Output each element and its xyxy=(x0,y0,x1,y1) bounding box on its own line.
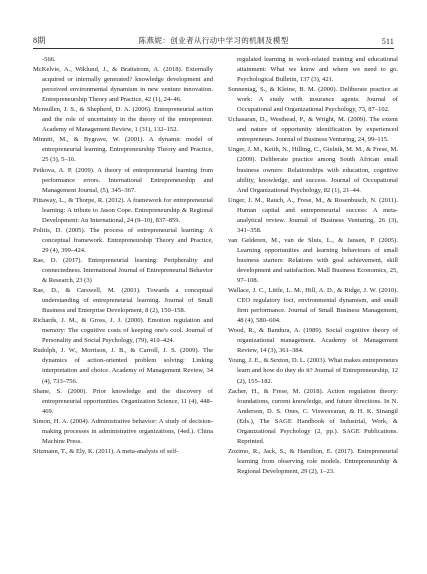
reference-column-right xyxy=(228,55,398,477)
reference-entry: Wood, R., & Bandura, A. (1989). Social cognitive theory of organizational management. Academy of Management Review, 14 (3), 361–384. xyxy=(228,327,398,355)
reference-entry: Shane, S. (2000). Prior knowledge and the discovery of entrepreneurial opportunities. Organization Science, 11 (4), 448–469. xyxy=(33,387,213,415)
reference-entry: Rudolph, J. W., Morrison, J. B., & Carroll, J. S. (2009). The dynamics of action-oriented problem solving: Linking interpretation and choice. Academy of Management Review, 34 (4), 733–756. xyxy=(33,347,213,385)
reference-entry: Unger, J. M., Rauch, A., Frese, M., & Rosenbusch, N. (2011). Human capital and entrepreneurial success: A meta-analytical review. Journal of Business Venturing, 26 (3), 341–358. xyxy=(228,196,398,234)
reference-entry: Rae, D., & Carswell, M. (2001). Towards a conceptual understanding of entrepreneurial learning. Journal of Small Business and Enterprise Development, 8 (2), 150–158. xyxy=(33,287,213,315)
issue-number: 8期 xyxy=(33,36,46,45)
reference-entry: Minniti, M., & Bygrave, W. (2001). A dynamic model of entrepreneurial learning. Entrepreneurship Theory and Practice, 25 (3), 5–16. xyxy=(33,136,213,164)
reference-entry: Simon, H. A. (2004). Administrative behavior: A study of decision-making processes in administrative organizations, (4ed.). China Machine Press. xyxy=(33,417,213,445)
reference-entry: Zozimo, R., Jack, S., & Hamilton, E. (2017). Entrepreneurial learning from observing role models. Entrepreneurship & Regional Development, 29 (2), 1–23. xyxy=(228,447,398,475)
reference-entry: Mcmullen, J. S., & Shepherd, D. A. (2006). Entrepreneurial action and the role of uncertainty in the theory of the entrepreneur. Academy of Management Review, 1 (31), 132–152. xyxy=(33,106,213,134)
reference-entry: Zacher, H., & Frese, M. (2018). Action regulation theory: foundations, current knowledge, and future directions. In N. Anderson, D. S. Ones, C. Viswesvaran, & H. K. Sinangil (Eds.), The SAGE Handbook of Industrial, Work, & Organizational Psychology (2, pp.). SAGE Publications. Reprinted. xyxy=(228,387,398,445)
reference-entry: regulated learning in work-related training and educational attainment: What we know and where we need to go. Psychological Bulletin, 137 (3), 421. xyxy=(237,56,398,84)
reference-entry: Young, J. E., & Sexton, D. L. (2003). What makes entrepreneurs learn and how do they do it? Journal of Entrepreneurship, 12 (2), 155–182. xyxy=(228,357,398,385)
reference-column-left xyxy=(33,55,213,457)
reference-entry: van Gelderen, M., van de Sluis, L., & Jansen, P. (2005). Learning opportunities and learning behaviours of small business starters: Relations with goal achievement, skill development and satisfaction. Mall Business Economics, 25, 97–108. xyxy=(228,236,398,285)
reference-entry: Politis, D. (2005). The process of entrepreneurial learning: A conceptual framework. Entrepreneurship Theory and Practice, 29 (4), 399–424. xyxy=(33,226,213,254)
reference-entry: -566. xyxy=(42,56,56,63)
reference-entry: Wallace, J. C., Little, L. M., Hill, A. D., & Ridge, J. W. (2010). CEO regulatory foci, environmental dynamism, and small firm performance. Journal of Small Business Management, 48 (4), 580–604. xyxy=(228,287,398,325)
reference-entry: Unger, J. M., Keith, N., Hilling, C., Gielnik, M. M., & Frese, M. (2009). Deliberate practice among South African small business owners: Relationships with education, cognitive ability, knowledge, and success. Journal of Occupational And Organizational Psychology, 82 (1), 21–44. xyxy=(228,146,398,194)
reference-entry: Petkova, A. P. (2009). A theory of entrepreneurial learning from performance errors. International Entrepreneurship and Management Journal, (5), 345–367. xyxy=(33,166,213,194)
article-running-title: 陈燕妮：创业者从行动中学习的机制及模型 xyxy=(138,36,289,45)
header-rule xyxy=(33,48,394,49)
reference-entry: Pittaway, L., & Thorpe, R. (2012). A framework for entrepreneurial learning: A tribute to Jason Cope. Entrepreneurship & Regional Development: An International, 24 (9–10), 837–859. xyxy=(33,196,213,224)
reference-entry: Uchasaran, D., Westhead, P., & Wright, M. (2009). The extent and nature of opportunity identification by experienced entrepreneurs. Journal of Business Venturing, 24, 99–115. xyxy=(228,116,398,144)
reference-entry: Sitzmann, T., & Ely, K. (2011). A meta-analysis of self- xyxy=(33,447,179,455)
running-header xyxy=(33,32,394,46)
reference-entry: Richards, J. M., & Gross, J. J. (2000). Emotion regulation and memory: The cognitive costs of keeping one's cool. Journal of Personality and Social Psychology, (79), 410–424. xyxy=(33,317,213,345)
page-number: 511 xyxy=(381,37,394,46)
reference-entry: Sonnentag, S., & Kleine, B. M. (2000). Deliberate practice at work: A study with insurance agents. Journal of Occupational and Organizational Psychology, 73, 87–102. xyxy=(228,86,398,114)
reference-entry: Rae, D. (2017). Entrepreneurial learning: Peripherality and connectedness. International Journal of Entrepreneurial Behavior & Research, 23 (3) xyxy=(33,256,213,285)
reference-entry: McKelvie, A., Wiklund, J., & Brattstrom, A. (2018). Externally acquired or internally generated? knowledge development and perceived environmental dynamism in new venture innovation. Entrepreneurship Theory and Practice, 42 (1), 24–46. xyxy=(33,66,213,104)
